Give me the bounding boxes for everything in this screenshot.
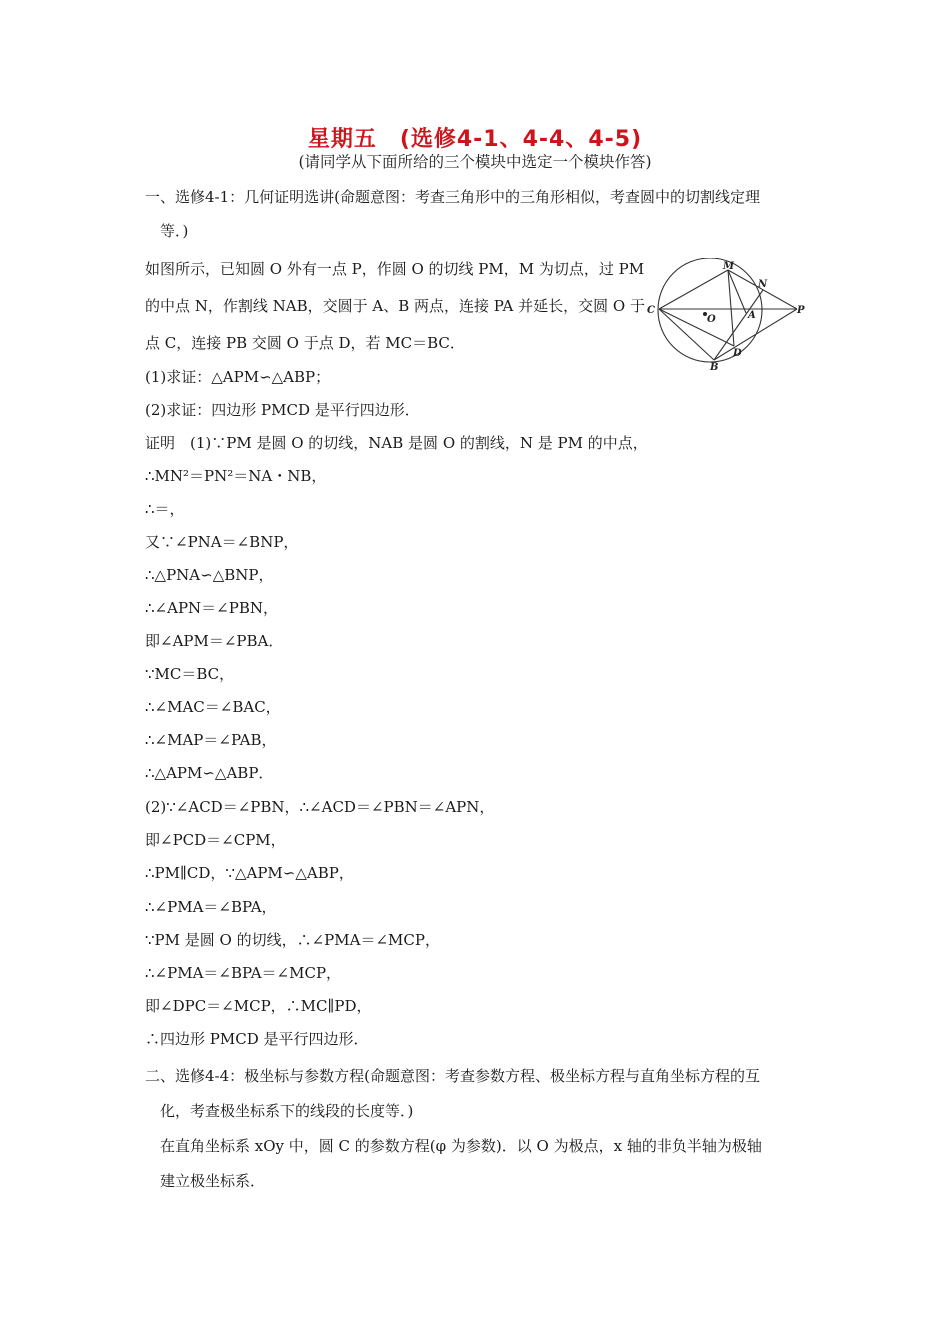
proof-line: 即∠APM＝∠PBA． bbox=[145, 632, 284, 650]
proof-line: ∴∠PMA＝∠BPA， bbox=[145, 898, 277, 916]
problem-line-1: 如图所示，已知圆 O 外有一点 P，作圆 O 的切线 PM，M 为切点，过 PM bbox=[145, 260, 645, 278]
proof-line: ∵PM 是圆 O 的切线，∴∠PMA＝∠MCP， bbox=[145, 931, 440, 949]
proof-line: 证明 (1)∵PM 是圆 O 的切线，NAB 是圆 O 的割线，N 是 PM 的中点， bbox=[145, 434, 648, 452]
section2-problem-line2: 建立极坐标系． bbox=[160, 1172, 266, 1190]
proof-line: ∴△PNA∽△BNP， bbox=[145, 566, 274, 584]
question-1: (1)求证：△APM∽△ABP； bbox=[145, 368, 331, 386]
proof-line: ∴＝， bbox=[145, 500, 185, 518]
proof-line: ∴∠MAP＝∠PAB， bbox=[145, 731, 277, 749]
problem-line-3: 点 C，连接 PB 交圆 O 于点 D，若 MC＝BC． bbox=[145, 334, 465, 352]
section1-heading-line2: 等．) bbox=[160, 222, 189, 240]
proof-line: ∴△APM∽△ABP． bbox=[145, 764, 274, 782]
proof-line: ∴四边形 PMCD 是平行四边形． bbox=[145, 1030, 369, 1048]
page-subtitle: (请同学从下面所给的三个模块中选定一个模块作答) bbox=[298, 153, 652, 171]
section1-heading-line1: 一、选修4-1：几何证明选讲(命题意图：考查三角形中的三角形相似，考查圆中的切割线定理 bbox=[145, 188, 761, 206]
label-o: O bbox=[707, 314, 716, 325]
proof-line: ∵MC＝BC， bbox=[145, 665, 235, 683]
proof-line: ∴MN²＝PN²＝NA・NB， bbox=[145, 467, 327, 485]
label-p: P bbox=[797, 305, 805, 316]
problem-line-2: 的中点 N，作割线 NAB，交圆于 A、B 两点，连接 PA 并延长，交圆 O 于 bbox=[145, 297, 645, 315]
proof-line: 即∠PCD＝∠CPM， bbox=[145, 831, 286, 849]
proof-line: ∴∠PMA＝∠BPA＝∠MCP， bbox=[145, 964, 342, 982]
section2-heading-line1: 二、选修4-4：极坐标与参数方程(命题意图：考查参数方程、极坐标方程与直角坐标方程的互 bbox=[145, 1067, 761, 1085]
page-title: 星期五 (选修4-1、4-4、4-5) bbox=[307, 127, 643, 152]
section2-heading-line2: 化，考查极坐标系下的线段的长度等．) bbox=[160, 1102, 414, 1120]
section2-problem-line1: 在直角坐标系 xOy 中，圆 C 的参数方程(φ 为参数)．以 O 为极点，x 轴的非负半轴为极轴 bbox=[160, 1137, 762, 1155]
geometry-figure bbox=[645, 258, 810, 373]
label-n: N bbox=[758, 279, 768, 290]
label-c: C bbox=[647, 305, 655, 316]
label-m: M bbox=[723, 261, 735, 272]
proof-line: ∴∠MAC＝∠BAC， bbox=[145, 698, 281, 716]
circle-o bbox=[658, 258, 762, 362]
question-2: (2)求证：四边形 PMCD 是平行四边形． bbox=[145, 401, 420, 419]
label-b: B bbox=[710, 362, 719, 373]
proof-line: ∴∠APN＝∠PBN， bbox=[145, 599, 278, 617]
proof-line: 又∵∠PNA＝∠BNP， bbox=[145, 533, 299, 551]
proof-line: 即∠DPC＝∠MCP，∴MC∥PD， bbox=[145, 997, 372, 1015]
proof-line: (2)∵∠ACD＝∠PBN，∴∠ACD＝∠PBN＝∠APN， bbox=[145, 798, 495, 816]
label-d: D bbox=[733, 348, 742, 359]
label-a: A bbox=[748, 310, 756, 321]
proof-line: ∴PM∥CD，∵△APM∽△ABP， bbox=[145, 864, 354, 882]
